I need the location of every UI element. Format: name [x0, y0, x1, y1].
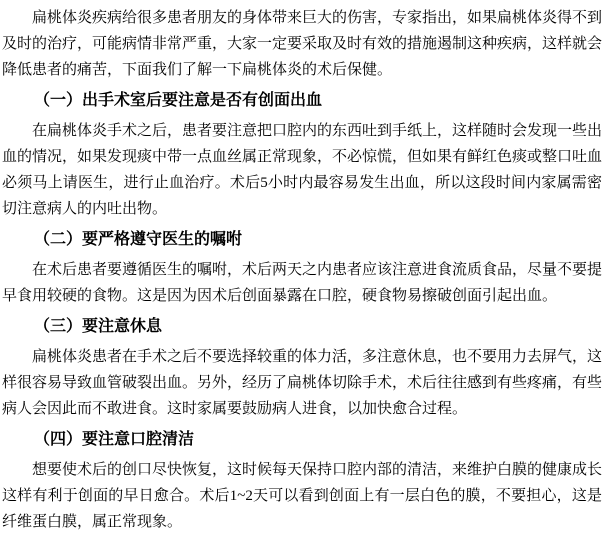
- section-paragraph-4: 想要使术后的创口尽快恢复，这时候每天保持口腔内部的清洁，来维护白膜的健康成长这样有利于创面的早日愈合。术后1~2天可以看到创面上有一层白色的膜，不要担心，这是纤维蛋白膜，属正常现象。: [2, 462, 603, 530]
- section-heading-3: （三）要注意休息: [34, 318, 163, 335]
- section-paragraph-2: 在术后患者要遵循医生的嘱咐，术后两天之内患者应该注意进食流质食品，尽量不要提早食用较硬的食物。这是因为因术后创面暴露在口腔，硬食物易擦破创面引起出血。: [2, 262, 603, 304]
- intro-paragraph: 扁桃体炎疾病给很多患者朋友的身体带来巨大的伤害，专家指出，如果扁桃体炎得不到及时的治疗，可能病情非常严重，大家一定要采取及时有效的措施遏制这种疾病，这样就会降低患者的痛苦，下面我们了解一下扁桃体炎的术后保健。: [2, 10, 603, 78]
- section-paragraph-1: 在扁桃体炎手术之后，患者要注意把口腔内的东西吐到手纸上，这样随时会发现一些出血的情况，如果发现痰中带一点血丝属正常现象，不必惊慌，但如果有鲜红色痰或整口吐血必须马上请医生，进行止血治疗。术后5小时内最容易发生出血，所以这段时间内家属需密切注意病人的内吐出物。: [2, 123, 603, 217]
- section-heading-4: （四）要注意口腔清洁: [34, 431, 195, 448]
- section-heading-2: （二）要严格遵守医生的嘱咐: [34, 231, 243, 248]
- section-heading-1: （一）出手术室后要注意是否有创面出血: [34, 92, 323, 109]
- section-paragraph-3: 扁桃体炎患者在手术之后不要选择较重的体力活，多注意休息，也不要用力去屏气，这样很容易导致血管破裂出血。另外，经历了扁桃体切除手术，术后往往感到有些疼痛，有些病人会因此而不敢进食。这时家属要鼓励病人进食，以加快愈合过程。: [2, 349, 603, 417]
